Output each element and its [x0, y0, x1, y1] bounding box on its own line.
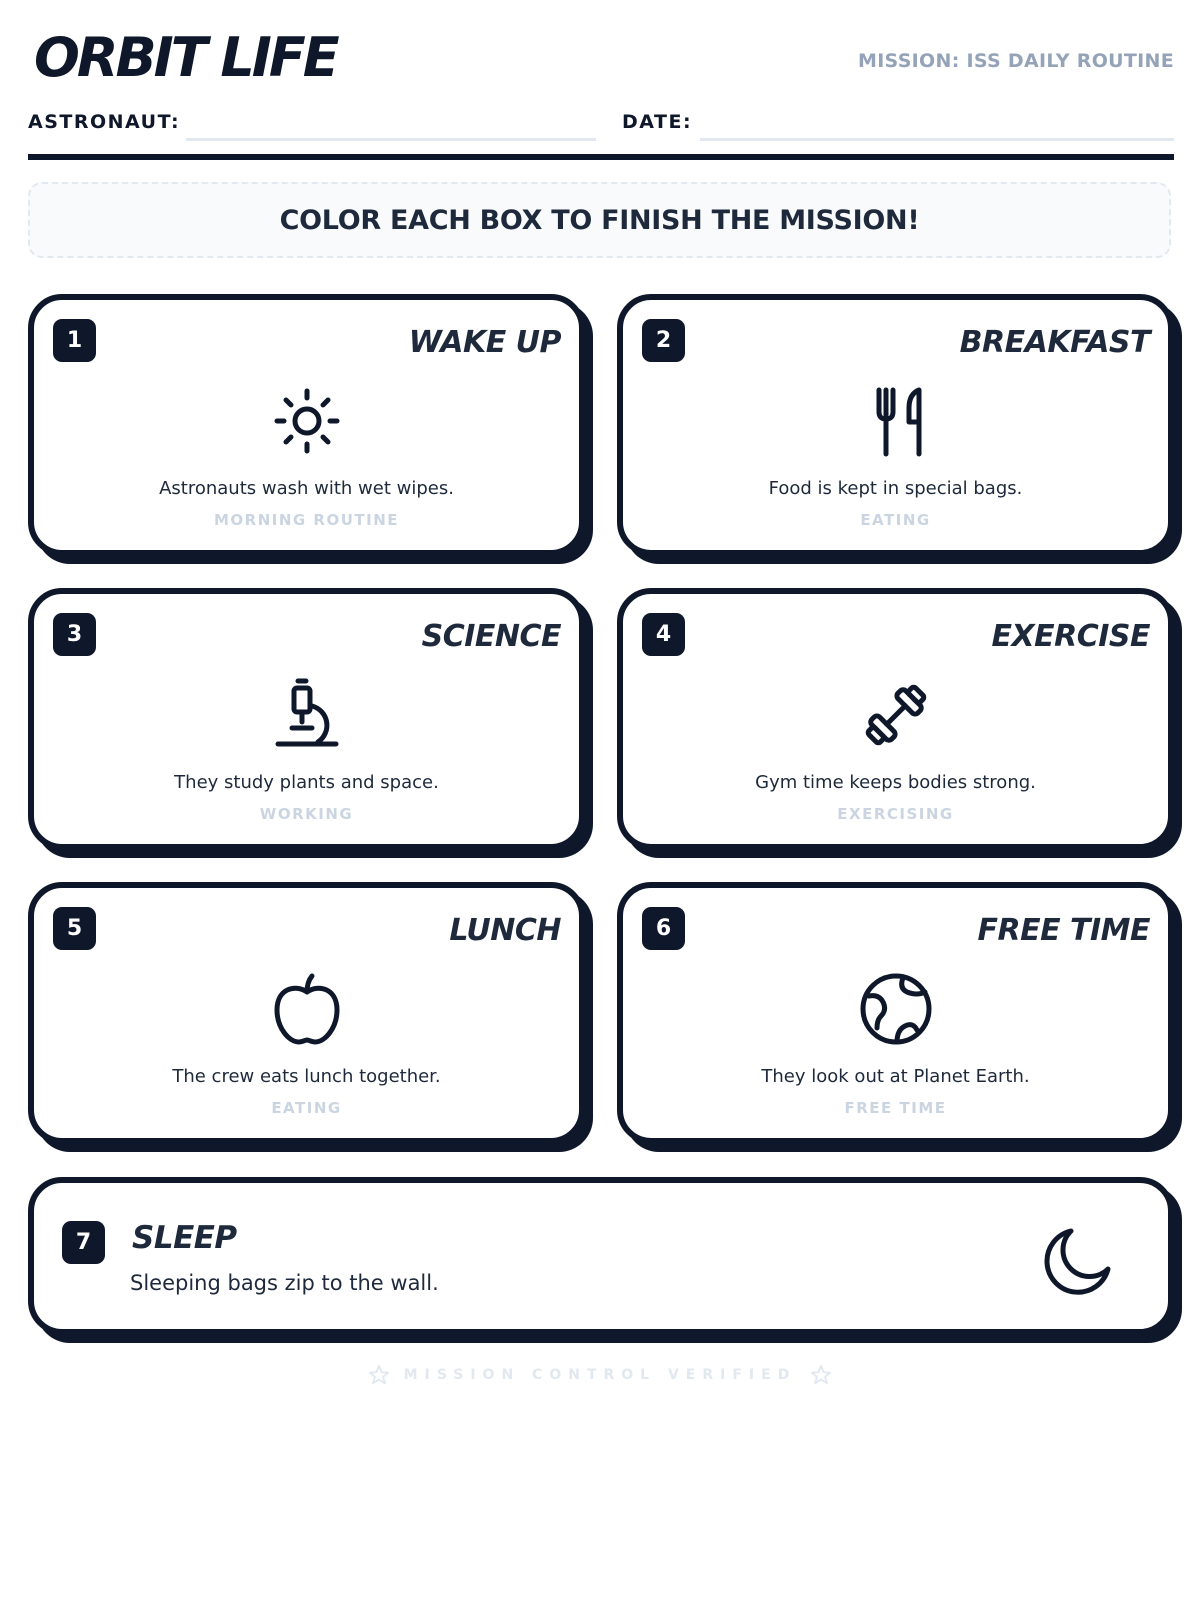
card-number-badge: 4	[642, 613, 685, 656]
card-title: SCIENCE	[421, 619, 561, 654]
card-title: FREE TIME	[977, 913, 1150, 948]
activity-card-sleep[interactable]	[28, 1177, 1174, 1335]
activity-card-breakfast[interactable]	[617, 294, 1174, 556]
card-tag: WORKING	[259, 805, 354, 823]
card-description: Astronauts wash with wet wipes.	[159, 478, 454, 499]
activity-card-wake-up[interactable]	[28, 294, 585, 556]
card-number-badge: 1	[53, 319, 96, 362]
card-title: EXERCISE	[991, 619, 1150, 654]
card-title: WAKE UP	[408, 325, 561, 360]
card-number-badge: 6	[642, 907, 685, 950]
card-description: Food is kept in special bags.	[768, 478, 1023, 499]
footer-text: MISSION CONTROL VERIFIED	[403, 1367, 797, 1383]
star-icon	[368, 1364, 390, 1386]
page-title: ORBIT LIFE	[34, 26, 337, 89]
activity-card-lunch[interactable]	[28, 882, 585, 1144]
globe-icon	[857, 970, 935, 1048]
instruction-text: COLOR EACH BOX TO FINISH THE MISSION!	[279, 204, 920, 236]
card-description: They look out at Planet Earth.	[761, 1066, 1030, 1087]
card-number-badge: 2	[642, 319, 685, 362]
card-description: The crew eats lunch together.	[172, 1066, 441, 1087]
fork-knife-icon	[857, 382, 935, 460]
microscope-icon	[268, 676, 346, 754]
mission-label: MISSION: ISS DAILY ROUTINE	[857, 50, 1174, 72]
card-tag: MORNING ROUTINE	[213, 511, 400, 529]
card-number-badge: 7	[62, 1221, 105, 1264]
astronaut-label: ASTRONAUT:	[28, 111, 181, 133]
date-line[interactable]	[700, 138, 1174, 141]
apple-icon	[268, 970, 346, 1048]
card-title: SLEEP	[132, 1220, 237, 1256]
activity-card-free-time[interactable]	[617, 882, 1174, 1144]
astronaut-name-line[interactable]	[186, 138, 596, 141]
card-number-badge: 5	[53, 907, 96, 950]
card-description: Gym time keeps bodies strong.	[755, 772, 1036, 793]
star-icon	[810, 1364, 832, 1386]
moon-icon	[1038, 1223, 1116, 1301]
instruction-banner	[28, 182, 1171, 258]
card-description: Sleeping bags zip to the wall.	[130, 1271, 439, 1295]
dumbbell-icon	[857, 676, 935, 754]
card-tag: FREE TIME	[844, 1099, 947, 1117]
card-title: BREAKFAST	[959, 325, 1150, 360]
card-tag: EATING	[860, 511, 931, 529]
card-tag: EXERCISING	[837, 805, 954, 823]
date-label: DATE:	[622, 111, 693, 133]
card-number-badge: 3	[53, 613, 96, 656]
footer	[0, 1364, 1200, 1386]
activity-card-exercise[interactable]	[617, 588, 1174, 850]
card-title: LUNCH	[449, 913, 561, 948]
header-divider	[28, 154, 1174, 160]
card-description: They study plants and space.	[174, 772, 439, 793]
card-tag: EATING	[271, 1099, 342, 1117]
activity-card-science[interactable]	[28, 588, 585, 850]
sun-icon	[268, 382, 346, 460]
